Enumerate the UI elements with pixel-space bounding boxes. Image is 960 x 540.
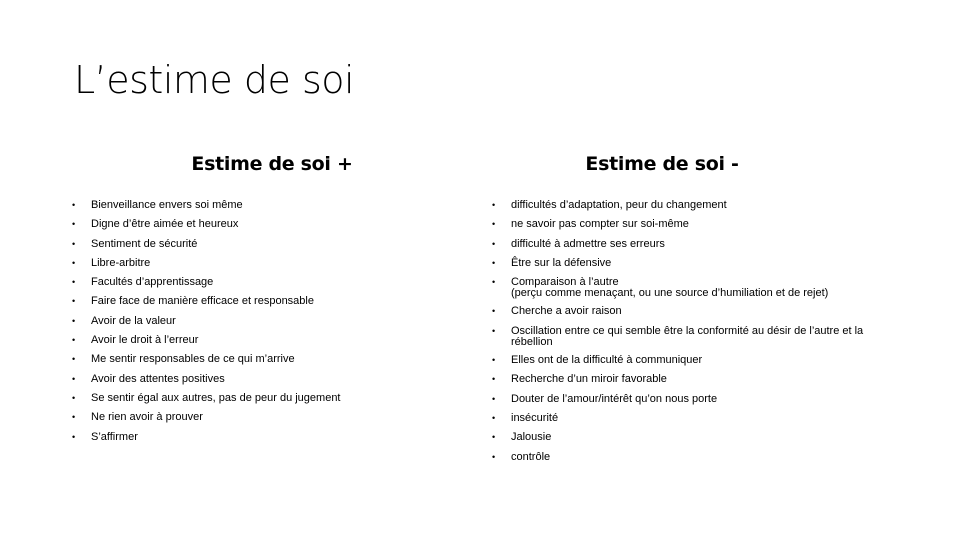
bullet-icon: • bbox=[72, 412, 76, 423]
bullet-icon: • bbox=[72, 431, 76, 442]
list-item bbox=[72, 315, 472, 327]
list-item-text: S’affirmer bbox=[91, 430, 138, 443]
negative-column bbox=[492, 148, 892, 470]
list-item-text: Bienveillance envers soi même bbox=[91, 199, 243, 211]
list-item bbox=[492, 412, 892, 424]
list-item-text: Jalousie bbox=[511, 431, 552, 444]
bullet-icon: • bbox=[72, 335, 76, 346]
list-item bbox=[72, 199, 472, 211]
bullet-icon: • bbox=[72, 277, 76, 288]
list-item bbox=[72, 353, 472, 365]
list-item bbox=[72, 392, 472, 404]
bullet-icon: • bbox=[492, 238, 496, 249]
bullet-icon: • bbox=[72, 257, 76, 268]
list-item bbox=[492, 431, 892, 443]
list-item-subtext: (perçu comme menaçant, ou une source d’humiliation et de rejet) bbox=[511, 287, 829, 300]
list-item-text: difficultés d’adaptation, peur du changement bbox=[511, 199, 727, 211]
list-item-text: contrôle bbox=[511, 450, 551, 463]
bullet-icon: • bbox=[72, 354, 76, 365]
bullet-icon: • bbox=[72, 296, 76, 307]
list-item bbox=[492, 393, 892, 405]
list-item-text: Se sentir égal aux autres, pas de peur du jugement bbox=[91, 391, 341, 404]
bullet-icon: • bbox=[492, 277, 496, 288]
bullet-icon: • bbox=[492, 355, 496, 366]
list-item-text: Facultés d’apprentissage bbox=[91, 276, 214, 289]
list-item bbox=[72, 276, 472, 288]
list-item bbox=[72, 411, 472, 423]
list-item-text: Digne d’être aimée et heureux bbox=[91, 218, 239, 231]
bullet-icon: • bbox=[492, 200, 496, 210]
list-item bbox=[72, 295, 472, 307]
bullet-icon: • bbox=[72, 315, 76, 326]
list-item-text: Cherche a avoir raison bbox=[511, 305, 622, 318]
bullet-icon: • bbox=[492, 432, 496, 443]
bullet-icon: • bbox=[72, 238, 76, 249]
list-item-text: insécurité bbox=[511, 411, 559, 424]
list-item-text: Avoir des attentes positives bbox=[91, 372, 225, 385]
list-item bbox=[72, 257, 472, 269]
list-item bbox=[492, 451, 892, 463]
list-item-text: Douter de l’amour/intérêt qu’on nous porte bbox=[511, 392, 718, 405]
list-item-text: Avoir le droit à l’erreur bbox=[91, 334, 199, 347]
list-item-text: Comparaison à l’autre bbox=[511, 276, 619, 289]
list-item-text: Ne rien avoir à prouver bbox=[91, 411, 203, 424]
positive-column bbox=[72, 148, 472, 450]
slide-title: L’estime de soi bbox=[74, 58, 355, 102]
bullet-icon: • bbox=[492, 412, 496, 423]
positive-column-header: Estime de soi + bbox=[191, 153, 353, 175]
list-item-text: Être sur la défensive bbox=[511, 256, 612, 269]
list-item bbox=[492, 276, 892, 298]
list-item bbox=[492, 218, 892, 230]
list-item bbox=[492, 325, 892, 347]
bullet-icon: • bbox=[492, 374, 496, 385]
bullet-icon: • bbox=[492, 219, 496, 230]
negative-list bbox=[492, 199, 892, 463]
list-item-text: Faire face de manière efficace et responsable bbox=[91, 295, 314, 308]
list-item bbox=[492, 305, 892, 317]
list-item-text: difficulté à admettre ses erreurs bbox=[511, 237, 665, 250]
bullet-icon: • bbox=[492, 451, 496, 462]
list-item bbox=[492, 373, 892, 385]
positive-list bbox=[72, 199, 472, 443]
list-item-text: Oscillation entre ce qui semble être la conformité au désir de l’autre et la bbox=[511, 324, 864, 337]
list-item-text: Libre-arbitre bbox=[91, 256, 151, 269]
bullet-icon: • bbox=[492, 393, 496, 404]
list-item-text: ne savoir pas compter sur soi-même bbox=[511, 218, 689, 231]
list-item-subtext: rébellion bbox=[511, 335, 553, 348]
list-item-text: Avoir de la valeur bbox=[91, 314, 176, 327]
list-item-text: Sentiment de sécurité bbox=[91, 237, 198, 250]
bullet-icon: • bbox=[72, 392, 76, 403]
list-item bbox=[72, 373, 472, 385]
list-item bbox=[72, 238, 472, 250]
list-item-text: Recherche d’un miroir favorable bbox=[511, 373, 667, 386]
list-item-text: Elles ont de la difficulté à communiquer bbox=[511, 354, 703, 367]
bullet-icon: • bbox=[492, 325, 496, 336]
list-item bbox=[72, 334, 472, 346]
list-item bbox=[492, 257, 892, 269]
bullet-icon: • bbox=[72, 373, 76, 384]
bullet-icon: • bbox=[492, 306, 496, 317]
list-item bbox=[72, 218, 472, 230]
list-item bbox=[72, 431, 472, 443]
list-item bbox=[492, 238, 892, 250]
list-item bbox=[492, 354, 892, 366]
bullet-icon: • bbox=[72, 219, 76, 230]
bullet-icon: • bbox=[72, 200, 76, 210]
list-item bbox=[492, 199, 892, 211]
negative-column-header: Estime de soi - bbox=[585, 153, 739, 175]
list-item-text: Me sentir responsables de ce qui m’arrive bbox=[91, 353, 295, 366]
bullet-icon: • bbox=[492, 257, 496, 268]
